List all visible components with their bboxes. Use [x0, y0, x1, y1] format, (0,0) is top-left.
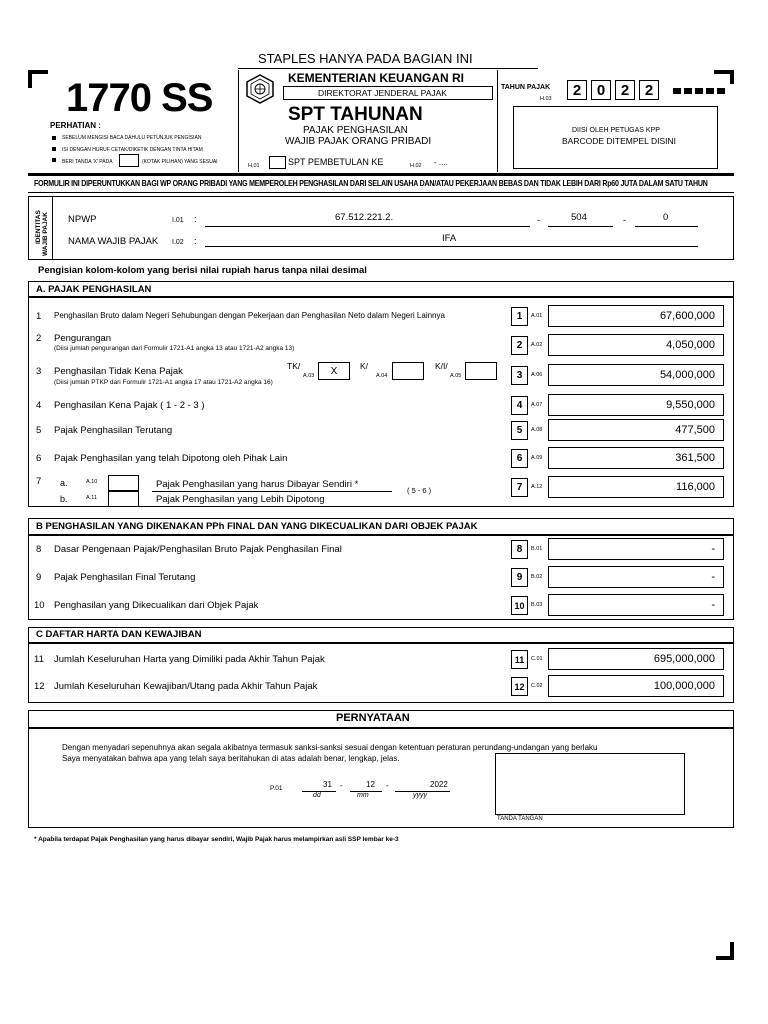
scan-mark-1 — [673, 88, 681, 94]
ptkp-k-label: K/ — [360, 361, 369, 371]
row-4-label: Penghasilan Kena Pajak ( 1 - 2 - 3 ) — [54, 400, 205, 411]
row-7-number: 7 — [36, 476, 42, 487]
form-code: 1770 SS — [66, 76, 213, 120]
row-11-number: 11 — [34, 654, 44, 665]
row-2-code: A.02 — [531, 342, 543, 348]
row-7b-code: A.11 — [86, 495, 97, 501]
row-2-box: 2 — [511, 336, 528, 355]
signature-box[interactable] — [495, 753, 685, 815]
section-c-title-line — [28, 642, 734, 644]
name-label: NAMA WAJIB PAJAK — [68, 236, 159, 247]
ministry-name: KEMENTERIAN KEUANGAN RI — [288, 71, 465, 85]
directorate-name: DIREKTORAT JENDERAL PAJAK — [318, 88, 447, 98]
row-9-label: Pajak Penghasilan Final Terutang — [54, 572, 196, 583]
row-8-label: Dasar Pengenaan Pajak/Penghasilan Bruto Pajak Penghasilan Final — [54, 544, 342, 555]
npwp-label: NPWP — [68, 214, 97, 225]
row-10-code: B.03 — [531, 602, 543, 608]
row-5-number: 5 — [36, 425, 42, 436]
date-mm[interactable]: 12 — [366, 780, 375, 789]
purpose-top-line — [28, 173, 734, 176]
npwp-part2-value[interactable]: 504 — [571, 212, 587, 223]
ptkp-tk-label: TK/ — [287, 361, 301, 371]
section-b-title: B PENGHASILAN YANG DIKENAKAN PPh FINAL DAN YANG DIKECUALIKAN DARI OBJEK PAJAK — [36, 521, 478, 532]
row-11-label: Jumlah Keseluruhan Harta yang Dimiliki pada Akhir Tahun Pajak — [54, 654, 325, 665]
pembetulan-label: SPT PEMBETULAN KE — [288, 157, 384, 167]
header-left-divider — [238, 70, 239, 172]
row-7a-line — [152, 491, 392, 492]
npwp-dash-1: - — [537, 215, 541, 226]
row-10-label: Penghasilan yang Dikecualikan dari Objek Pajak — [54, 600, 259, 611]
year-digit-2: 0 — [591, 80, 611, 100]
row-1-box: 1 — [511, 307, 528, 326]
row-6-value[interactable]: 361,500 — [548, 447, 724, 469]
row-8-number: 8 — [36, 544, 42, 555]
perhatian-item-1: SEBELUM MENGISI BACA DAHULU PETUNJUK PENGISIAN — [62, 135, 202, 141]
ministry-logo — [245, 74, 275, 104]
row-11-code: C.01 — [531, 656, 543, 662]
footnote: * Apabila terdapat Pajak Penghasilan yang harus dibayar sendiri, Wajib Pajak harus melampirkan asli SSP lembar ke-3 — [34, 836, 399, 843]
row-3-box: 3 — [511, 366, 528, 385]
row-11-box: 11 — [511, 650, 528, 669]
row-1-code: A.01 — [531, 313, 543, 319]
row-9-number: 9 — [36, 572, 42, 583]
row-7a-checkbox[interactable] — [108, 475, 139, 491]
spt-subtitle-1: PAJAK PENGHASILAN — [303, 125, 408, 136]
row-11-value[interactable]: 695,000,000 — [548, 648, 724, 670]
ptkp-tk-code: A.03 — [303, 373, 315, 379]
npwp-part3-value[interactable]: 0 — [663, 212, 669, 223]
scan-mark-4 — [706, 88, 714, 94]
ptkp-ki-checkbox[interactable] — [465, 362, 497, 380]
rupiah-note: Pengisian kolom-kolom yang berisi nilai rupiah harus tanpa nilai desimal — [38, 265, 367, 276]
name-colon: : — [194, 236, 197, 247]
row-12-label: Jumlah Keseluruhan Kewajiban/Utang pada Akhir Tahun Pajak — [54, 681, 318, 692]
year-digit-1: 2 — [567, 80, 587, 100]
section-c-title: C DAFTAR HARTA DAN KEWAJIBAN — [36, 629, 202, 640]
perhatian-title: PERHATIAN : — [50, 121, 101, 130]
row-3-value[interactable]: 54,000,000 — [548, 364, 724, 386]
row-5-box: 5 — [511, 421, 528, 440]
name-code: I.02 — [172, 239, 184, 246]
row-3-sub: (Diisi jumlah PTKP dari Formulir 1721-A1 angka 17 atau 1721-A2 angka 16) — [54, 379, 273, 386]
row-3-label: Penghasilan Tidak Kena Pajak — [54, 366, 183, 377]
npwp-part2-line — [548, 226, 613, 227]
statement-line-2: Saya menyatakan bahwa apa yang telah saya beritahukan di atas adalah benar, lengkap, jelas. — [62, 754, 400, 763]
ptkp-ki-code: A.05 — [450, 373, 462, 379]
header-right-divider — [497, 70, 498, 172]
row-2-sub: (Diisi jumlah pengurangan dari Formulir 1721-A1 angka 13 atau 1721-A2 angka 13) — [54, 345, 295, 352]
row-7b-checkbox[interactable] — [108, 491, 139, 507]
year-digit-3: 2 — [615, 80, 635, 100]
row-2-value[interactable]: 4,050,000 — [548, 334, 724, 356]
identity-side-label-1: IDENTITAS — [35, 210, 42, 244]
npwp-code: I.01 — [172, 217, 184, 224]
pembetulan-value: - .... — [434, 158, 448, 167]
row-6-code: A.09 — [531, 455, 543, 461]
statement-title: PERNYATAAN — [336, 712, 410, 724]
sample-checkbox — [119, 154, 139, 167]
ptkp-tk-checkbox[interactable]: X — [318, 362, 350, 380]
identity-side-divider — [52, 196, 53, 260]
barcode-note: BARCODE DITEMPEL DISINI — [562, 136, 676, 146]
date-code: P.01 — [270, 785, 283, 792]
identity-box — [28, 196, 734, 260]
h02-code: H.02 — [410, 163, 422, 169]
ptkp-ki-label: K/I/ — [435, 361, 448, 371]
ptkp-k-code: A.04 — [376, 373, 388, 379]
section-b-title-line — [28, 534, 734, 536]
row-3-number: 3 — [36, 366, 42, 377]
row-7a-label: Pajak Penghasilan yang harus Dibayar Sendiri * — [156, 479, 359, 490]
date-mm-label: mm — [357, 792, 369, 799]
h03-code: H.03 — [540, 96, 552, 102]
row-7b-label: Pajak Penghasilan yang Lebih Dipotong — [156, 494, 325, 505]
row-3-code: A.06 — [531, 372, 543, 378]
statement-title-line — [28, 727, 734, 729]
row-5-code: A.08 — [531, 427, 543, 433]
row-2-number: 2 — [36, 333, 42, 344]
row-10-number: 10 — [34, 600, 45, 611]
date-dash-1: - — [340, 781, 343, 790]
row-4-number: 4 — [36, 400, 42, 411]
perhatian-item-3: BERI TANDA 'X' PADA — [62, 159, 113, 165]
row-9-value[interactable]: - — [548, 566, 724, 588]
corner-mark-top-left — [28, 70, 48, 88]
corner-mark-top-right — [714, 70, 734, 84]
row-4-box: 4 — [511, 396, 528, 415]
npwp-part3-line — [635, 226, 698, 227]
kpp-note: DIISI OLEH PETUGAS KPP — [572, 127, 660, 134]
statement-line-1: Dengan menyadari sepenuhnya akan segala akibatnya termasuk sanksi-sanksi sesuai dengan ketentuan peraturan perundang-undangan yang berlaku — [62, 743, 598, 752]
row-5-label: Pajak Penghasilan Terutang — [54, 425, 173, 436]
row-8-code: B.01 — [531, 546, 543, 552]
row-7-value[interactable]: 116,000 — [548, 476, 724, 498]
row-7a-letter: a. — [60, 478, 68, 488]
year-digit-4: 2 — [639, 80, 659, 100]
date-dd-label: dd — [313, 792, 321, 799]
pembetulan-checkbox[interactable] — [269, 156, 286, 169]
row-4-code: A.07 — [531, 402, 543, 408]
row-1-number: 1 — [36, 311, 42, 322]
row-7b-letter: b. — [60, 494, 68, 504]
row-10-box: 10 — [511, 596, 528, 615]
section-a-title-line — [28, 296, 734, 298]
row-5-value[interactable]: 477,500 — [548, 419, 724, 441]
scan-mark-3 — [695, 88, 703, 94]
row-2-label: Pengurangan — [54, 333, 112, 344]
perhatian-bullet-2 — [52, 147, 56, 151]
name-line — [205, 246, 698, 247]
perhatian-item-4: (KOTAK PILIHAN) YANG SESUAI — [142, 159, 218, 165]
npwp-main-line — [205, 226, 530, 227]
scan-mark-2 — [684, 88, 692, 94]
h01-code: H.01 — [248, 163, 260, 169]
npwp-dash-2: - — [623, 215, 627, 226]
scan-mark-5 — [717, 88, 725, 94]
row-9-box: 9 — [511, 568, 528, 587]
row-1-value[interactable]: 67,600,000 — [548, 305, 724, 327]
row-6-number: 6 — [36, 453, 42, 464]
section-a-title: A. PAJAK PENGHASILAN — [36, 284, 152, 295]
row-12-box: 12 — [511, 677, 528, 696]
row-8-value[interactable]: - — [548, 538, 724, 560]
corner-mark-bottom-right — [716, 942, 734, 960]
row-7-formula: ( 5 - 6 ) — [407, 486, 432, 495]
staples-note: STAPLES HANYA PADA BAGIAN INI — [258, 51, 473, 66]
row-12-value[interactable]: 100,000,000 — [548, 675, 724, 697]
tahun-pajak-label: TAHUN PAJAK — [501, 84, 551, 91]
row-12-code: C.02 — [531, 683, 543, 689]
date-yyyy-label: yyyy — [413, 792, 427, 799]
perhatian-item-2: ISI DENGAN HURUF CETAK/DIKETIK DENGAN TINTA HITAM — [62, 147, 203, 153]
row-7-box: 7 — [511, 478, 528, 497]
row-8-box: 8 — [511, 540, 528, 559]
staples-line — [238, 68, 538, 69]
name-value[interactable]: IFA — [442, 233, 457, 244]
row-7-code: A.12 — [531, 484, 543, 490]
spt-title: SPT TAHUNAN — [288, 104, 423, 125]
purpose-text: FORMULIR INI DIPERUNTUKKAN BAGI WP ORANG PRIBADI YANG MEMPEROLEH PENGHASILAN DARI SELAIN USAHA DAN/ATAU PEKERJAAN BEBAS DAN TIDAK LEBIH DARI Rp60 JUTA DALAM SATU TAHUN — [34, 179, 708, 188]
identity-side-label-2: WAJIB PAJAK — [42, 212, 49, 256]
spt-subtitle-2: WAJIB PAJAK ORANG PRIBADI — [285, 136, 432, 147]
purpose-bottom-line — [28, 192, 734, 193]
ptkp-k-checkbox[interactable] — [392, 362, 424, 380]
row-4-value[interactable]: 9,550,000 — [548, 394, 724, 416]
row-6-box: 6 — [511, 449, 528, 468]
row-12-number: 12 — [34, 681, 45, 692]
date-yyyy[interactable]: 2022 — [430, 780, 448, 789]
date-dash-2: - — [386, 781, 389, 790]
row-10-value[interactable]: - — [548, 594, 724, 616]
row-7a-code: A.10 — [86, 479, 98, 485]
row-9-code: B.02 — [531, 574, 543, 580]
perhatian-bullet-3 — [52, 158, 56, 162]
date-dd[interactable]: 31 — [323, 780, 332, 789]
perhatian-bullet-1 — [52, 136, 56, 140]
row-1-label: Penghasilan Bruto dalam Negeri Sehubungan dengan Pekerjaan dan Penghasilan Neto dalam Negeri Lainnya — [54, 311, 445, 320]
signature-label: TANDA TANGAN — [497, 816, 543, 822]
npwp-main-value[interactable]: 67.512.221.2. — [335, 212, 394, 223]
row-6-label: Pajak Penghasilan yang telah Dipotong oleh Pihak Lain — [54, 453, 288, 464]
npwp-colon: : — [194, 214, 197, 225]
